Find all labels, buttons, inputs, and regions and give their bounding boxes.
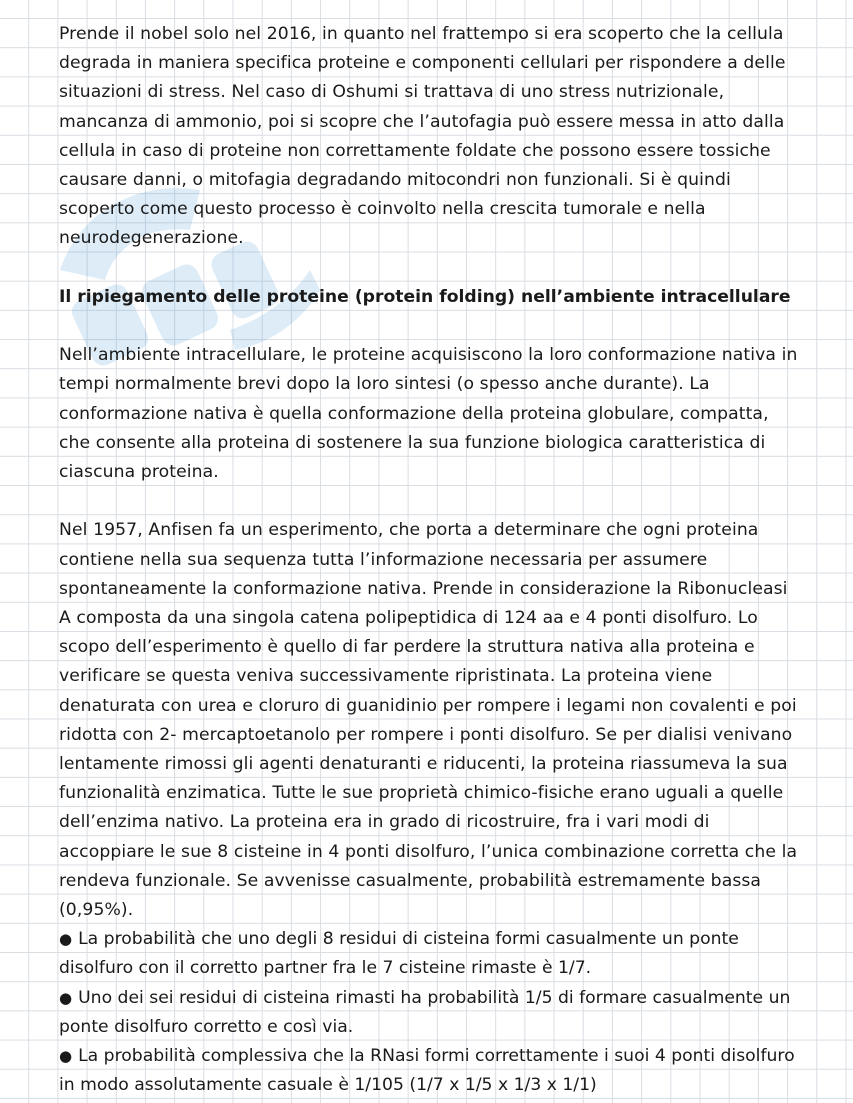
bullet-text: Uno dei sei residui di cisteina rimasti ha probabilità 1/5 di formare casualmente un ponte disolfuro corretto e così via. [59,987,791,1037]
spacer [59,487,804,516]
section-heading: Il ripiegamento delle proteine (protein folding) nell’ambiente intracellulare [59,286,791,307]
list-item [59,984,804,1042]
paragraph-native-conformation: Nell’ambiente intracellulare, le proteine acquisiscono la loro conformazione nativa in tempi normalmente brevi dopo la loro sintesi (o spesso anche durante). La conformazione nativa è quella conformazione della proteina globulare, compatta, che consente alla proteina di sostenere la sua funzione biologica caratteristica di ciascuna proteina. [59,345,798,483]
paragraph-nobel: Prende il nobel solo nel 2016, in quanto nel frattempo si era scoperto che la cellula degrada in maniera specifica proteine e componenti cellulari per rispondere a delle situazioni di stress. Nel caso di Oshumi si trattava di uno stress nutrizionale, mancanza di ammonio, poi si scopre che l’autofagia può essere messa in atto dalla cellula in caso di proteine non correttamente foldate che possono essere tossiche causare danni, o mitofagia degradando mitocondri non funzionali. Si è quindi scoperto come questo processo è coinvolto nella crescita tumorale e nella neurodegenerazione. [59,24,786,249]
bullet-dot-icon: ● [59,1047,73,1066]
list-item [59,1042,804,1100]
bullet-text: La probabilità complessiva che la RNasi formi correttamente i suoi 4 ponti disolfuro in modo assolutamente casuale è 1/105 (1/7 x 1/5 x 1/3 x 1/1) [59,1046,795,1096]
list-item [59,925,804,983]
paragraph-anfinsen-experiment: Nel 1957, Anfisen fa un esperimento, che porta a determinare che ogni proteina contiene nella sua sequenza tutta l’informazione necessaria per assumere spontaneamente la conformazione nativa. Prende in considerazione la Ribonucleasi A composta da una singola catena polipeptidica di 124 aa e 4 ponti disolfuro. Lo scopo dell’esperimento è quello di far perdere la struttura nativa alla proteina e verificare se questa veniva successivamente ripristinata. La proteina viene denaturata con urea e cloruro di guanidinio per rompere i legami non covalenti e poi ridotta con 2- mercaptoetanolo per rompere i ponti disolfuro. Se per dialisi venivano lentamente rimossi gli agenti denaturanti e riducenti, la proteina riassumeva la sua funzionalità enzimatica. Tutte le sue proprietà chimico-fisiche erano uguali a quelle dell’enzima nativo. La proteina era in grado di ricostruire, fra i vari modi di accoppiare le sue 8 cisteine in 4 ponti disolfuro, l’unica combinazione corretta che la rendeva funzionale. Se avvenisse casualmente, probabilità estremamente bassa (0,95%). [59,520,798,921]
probability-bullet-list [59,925,804,1100]
spacer [59,312,804,341]
document-page [59,20,804,1100]
bullet-dot-icon: ● [59,988,73,1007]
bullet-dot-icon: ● [59,930,73,949]
spacer [59,254,804,283]
bullet-text: La probabilità che uno degli 8 residui di cisteina formi casualmente un ponte disolfuro con il corretto partner fra le 7 cisteine rimaste è 1/7. [59,929,739,979]
